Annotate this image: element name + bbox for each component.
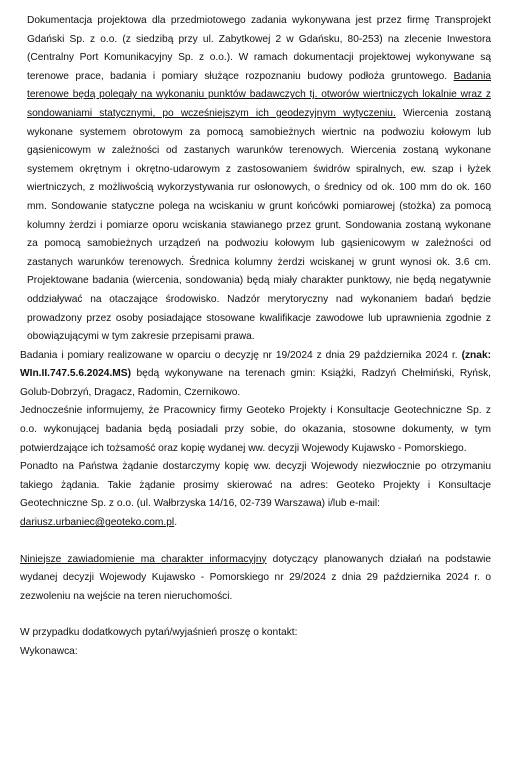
paragraph-copy-request — [20, 458, 491, 532]
text-underlined-research-scope: Badania terenowe będą polegały na wykonaniu punktów badawczych tj. otworów wiertniczych lokalnie wraz z sondowaniami statycznymi, po wcześniejszym ich geodezyjnym wytyczeniu. — [27, 70, 491, 119]
paragraph-staff-documents: Jednocześnie informujemy, że Pracownicy firmy Geoteko Projekty i Konsultacje Geotechniczne Sp. z o.o. wykonującej badania będą posiadali przy sobie, do okazania, stosowne dokumenty, w tym potwierdzające ich tożsamość oraz kopię wydanej ww. decyzji Wojewody Kujawsko - Pomorskiego. — [20, 405, 491, 454]
text-drilling-details: Wiercenia zostaną wykonane systemem obrotowym za pomocą samobieżnych wiertnic na podwoziu kołowym lub gąsienicowym w zależności od zastanych warunków terenowych. Wiercenia zostaną wykonane systemem okrętnym i okrętno-udarowym z zastosowaniem świdrów spiralnych, ew. szap i łyżek wiertniczych, z możliwością wykorzystywania rur osłonowych, o średnicy od ok. 100 mm do ok. 160 mm. Sondowanie statyczne polega na wciskaniu w grunt końcówki pomiarowej (stożka) za pomocą kolumny żerdzi i pomiarze oporu wciskania stawianego przez grunt. Sondowania zostaną wykonane za pomocą samobieżnych urządzeń na podwoziu kołowym lub gąsienicowym w zależności od zastanych warunków terenowych. Średnica kolumny żerdzi wciskanej w grunt wynosi ok. 3.6 cm. Projektowane badania (wiercenia, sondowania) będą miały charakter punktowy, nie będą negatywnie oddziaływać na otaczające środowisko. Nadzór merytoryczny nad wykonaniem badań będzie prowadzony przez osoby posiadające stosowane kwalifikacje zawodowe lub uprawnienia zgodnie z obowiązującymi w tym zakresie przepisami prawa. — [27, 107, 491, 343]
paragraph-informational-notice — [20, 551, 491, 607]
paragraph-contractor-label: Wykonawca: — [20, 646, 78, 657]
paragraph-contact-prompt: W przypadku dodatkowych pytań/wyjaśnień proszę o kontakt: — [20, 627, 298, 639]
spacer — [20, 606, 491, 624]
email-link[interactable]: dariusz.urbaniec@geoteko.com.pl — [20, 517, 175, 529]
text-decision-intro: Badania i pomiary realizowane w oparciu o decyzję nr 19/2024 z dnia 29 października 2024 r. — [20, 349, 462, 361]
spacer — [20, 533, 491, 551]
text-copy-request: Ponadto na Państwa żądanie dostarczymy kopię ww. decyzji Wojewody niezwłocznie po otrzymaniu takiego żądania. Takie żądanie prosimy skierować na adres: Geoteko Projekty i Konsultacje Geotechniczne Sp. z o.o. (ul. Wałbrzyska 14/16, 02-739 Warszawa) i/lub e-mail: — [20, 461, 491, 510]
text-underlined-notice: Niniejsze zawiadomienie ma charakter informacyjny — [20, 553, 267, 565]
paragraph-project-documentation — [20, 12, 491, 347]
text-notice-details: dotyczący planowanych działań na podstawie wydanej decyzji Wojewody Kujawsko - Pomorskiego nr 29/2024 z dnia 29 października 2024 r. o zezwoleniu na wejście na teren nieruchomości. — [20, 553, 492, 602]
text-communes: będą wykonywane na terenach gmin: Książki, Radzyń Chełmiński, Ryńsk, Golub-Dobrzyń, Dragacz, Radomin, Czernikowo. — [20, 368, 491, 398]
paragraph-decision-reference — [20, 347, 491, 403]
text-period: . — [174, 517, 178, 529]
text-doc-intro: Dokumentacja projektowa dla przedmiotowego zadania wykonywana jest przez firmę Transprojekt Gdański Sp. z o.o. (z siedzibą przy ul. Zabytkowej 2 w Gdańsku, 80-253) na zlecenie Inwestora (Centralny Port Komunikacyjny Sp. z o.o.). W ramach dokumentacji projektowej wykonywane są terenowe prace, badania i pomiary służące rozpoznaniu budowy podłoża gruntowego. — [27, 15, 491, 82]
text-decision-sign: (znak: WIn.II.747.5.6.2024.MS) — [20, 349, 491, 380]
